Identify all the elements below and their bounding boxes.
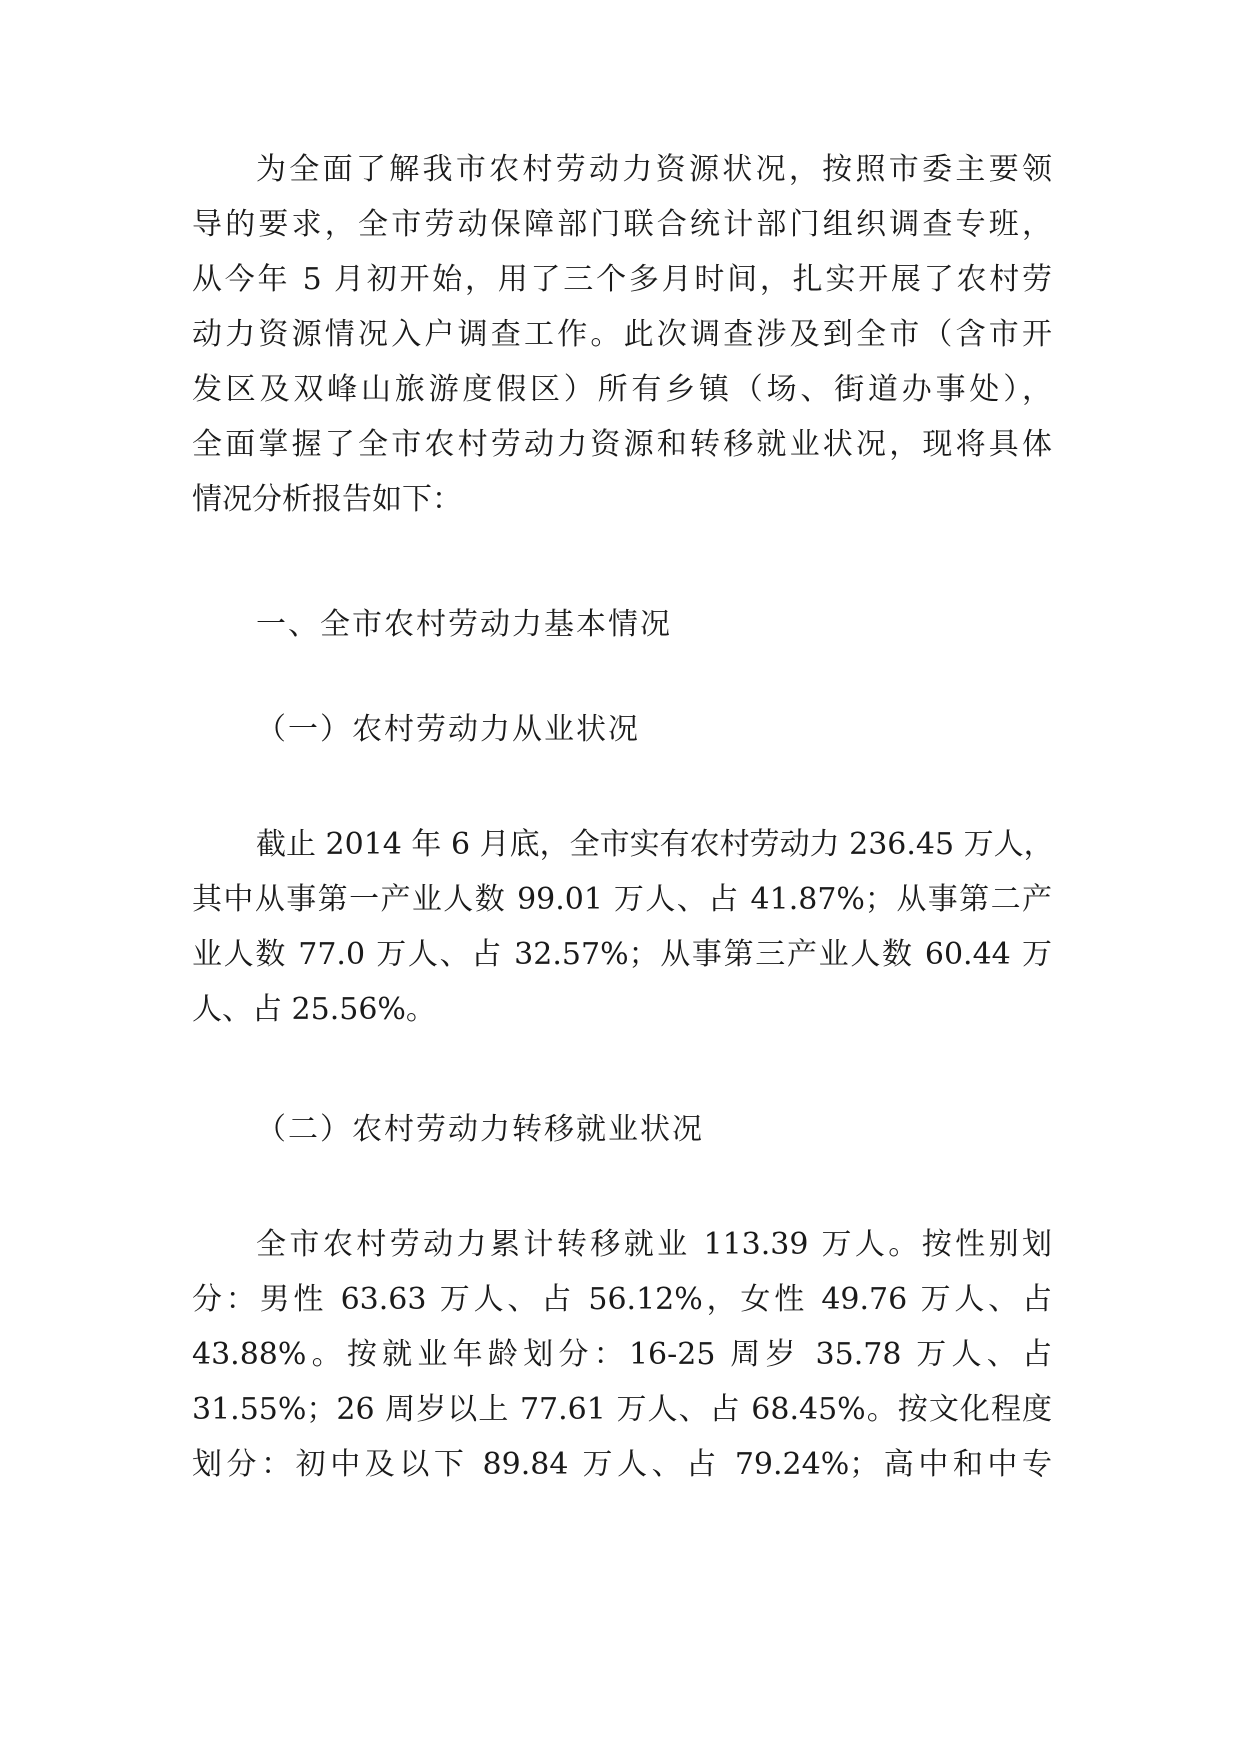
sub1-line-1: 截止 2014 年 6 月底，全市实有农村劳动力 236.45 万人， — [256, 827, 1054, 862]
section-heading-1: 一、全市农村劳动力基本情况 — [256, 607, 672, 642]
sub2-line-2: 分：男性 63.63 万人、占 56.12%，女性 49.76 万人、占 — [192, 1282, 1052, 1317]
intro-line-3: 从今年 5 月初开始，用了三个多月时间，扎实开展了农村劳 — [192, 262, 1052, 297]
subsection-heading-1: （一）农村劳动力从业状况 — [256, 712, 640, 747]
sub2-line-1: 全市农村劳动力累计转移就业 113.39 万人。按性别划 — [256, 1227, 1052, 1262]
sub1-line-2: 其中从事第一产业人数 99.01 万人、占 41.87%；从事第二产 — [192, 882, 1052, 917]
intro-line-6: 全面掌握了全市农村劳动力资源和转移就业状况，现将具体 — [192, 427, 1052, 462]
subsection-heading-2: （二）农村劳动力转移就业状况 — [256, 1112, 704, 1147]
intro-line-1: 为全面了解我市农村劳动力资源状况，按照市委主要领 — [256, 152, 1052, 187]
sub2-line-5: 划分：初中及以下 89.84 万人、占 79.24%；高中和中专 — [192, 1447, 1052, 1482]
sub2-line-3: 43.88%。按就业年龄划分：16-25 周岁 35.78 万人、占 — [192, 1337, 1052, 1372]
sub1-line-4: 人、占 25.56%。 — [192, 992, 436, 1027]
sub2-line-4: 31.55%；26 周岁以上 77.61 万人、占 68.45%。按文化程度 — [192, 1392, 1052, 1427]
intro-line-7: 情况分析报告如下： — [192, 482, 462, 517]
sub1-line-3: 业人数 77.0 万人、占 32.57%；从事第三产业人数 60.44 万 — [192, 937, 1052, 972]
intro-line-5: 发区及双峰山旅游度假区）所有乡镇（场、街道办事处）， — [192, 372, 1052, 407]
intro-line-4: 动力资源情况入户调查工作。此次调查涉及到全市（含市开 — [192, 317, 1052, 352]
intro-line-2: 导的要求，全市劳动保障部门联合统计部门组织调查专班， — [192, 207, 1052, 242]
